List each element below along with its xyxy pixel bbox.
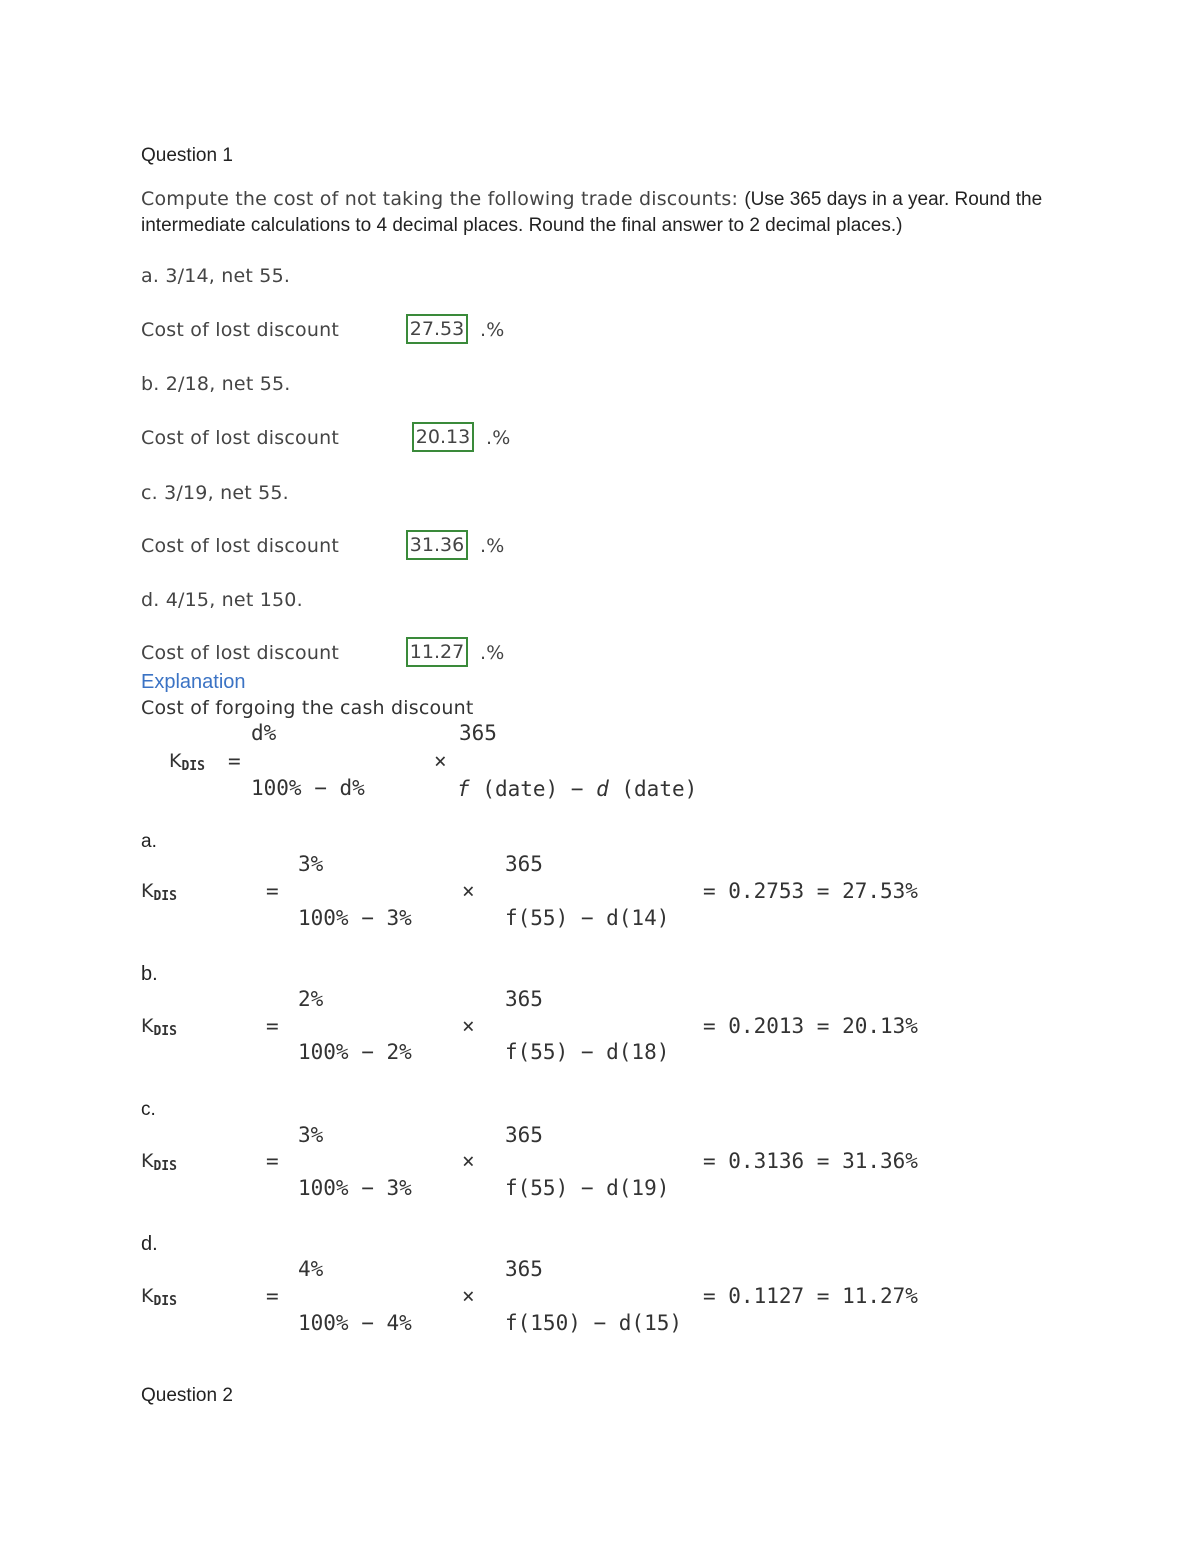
explanation-subtitle: Cost of forgoing the cash discount [141, 697, 474, 719]
part-b-k-dis: $K_{DIS}$ [141, 1015, 177, 1039]
part-c-numerator-2: 365 [505, 1123, 543, 1147]
item-c-label: Cost of lost discount [141, 535, 339, 557]
item-b-unit: .% [486, 427, 511, 449]
part-d-equals: = [266, 1284, 279, 1308]
item-a-answer-field[interactable]: 27.53 [406, 314, 468, 344]
general-equals: = [228, 749, 241, 773]
part-a-label: a. [141, 831, 157, 852]
part-a-denominator-2: f(55) − d(14) [505, 906, 670, 930]
prompt-instructions-cont: intermediate calculations to 4 decimal places. Round the final answer to 2 decimal places.) [141, 215, 903, 236]
item-c-heading: c. 3/19, net 55. [141, 482, 289, 504]
part-b-times: × [462, 1014, 475, 1038]
part-b-label: b. [141, 963, 158, 985]
item-b-label: Cost of lost discount [141, 427, 339, 449]
part-a-denominator-1: 100% − 3% [298, 906, 412, 930]
part-a-numerator-2: 365 [505, 852, 543, 876]
general-numerator-2: 365 [459, 721, 497, 745]
part-c-times: × [462, 1149, 475, 1173]
part-a-equals: = [266, 879, 279, 903]
part-c-k-dis: $K_{DIS}$ [141, 1150, 177, 1174]
part-b-denominator-2: f(55) − d(18) [505, 1040, 670, 1064]
question-2-title: Question 2 [141, 1385, 233, 1406]
explanation-title: Explanation [141, 671, 246, 693]
general-k-dis: $K_{DIS}$ [169, 750, 205, 774]
part-d-times: × [462, 1284, 475, 1308]
part-b-result: = 0.2013 = 20.13% [703, 1014, 918, 1038]
part-b-numerator-1: 2% [298, 987, 324, 1011]
part-c-equals: = [266, 1149, 279, 1173]
part-a-k-dis: $K_{DIS}$ [141, 880, 177, 904]
part-b-denominator-1: 100% − 2% [298, 1040, 412, 1064]
part-d-k-dis: $K_{DIS}$ [141, 1285, 177, 1309]
part-a-result: = 0.2753 = 27.53% [703, 879, 918, 903]
item-a-unit: .% [480, 319, 505, 341]
part-d-result: = 0.1127 = 11.27% [703, 1284, 918, 1308]
part-c-label: c. [141, 1099, 156, 1120]
prompt-main: Compute the cost of not taking the following trade discounts: [141, 188, 745, 210]
item-a-label: Cost of lost discount [141, 319, 339, 341]
part-d-numerator-2: 365 [505, 1257, 543, 1281]
general-denominator-1: 100% − d% [251, 776, 365, 800]
part-b-numerator-2: 365 [505, 987, 543, 1011]
part-a-times: × [462, 879, 475, 903]
item-d-heading: d. 4/15, net 150. [141, 589, 303, 611]
part-b-equals: = [266, 1014, 279, 1038]
part-d-denominator-1: 100% − 4% [298, 1311, 412, 1335]
part-d-label: d. [141, 1233, 158, 1255]
general-numerator-1: d% [251, 721, 277, 745]
item-a-heading: a. 3/14, net 55. [141, 265, 291, 287]
item-d-unit: .% [480, 642, 505, 664]
part-d-denominator-2: f(150) − d(15) [505, 1311, 683, 1335]
question-prompt [141, 188, 1042, 211]
part-d-numerator-1: 4% [298, 1257, 324, 1281]
item-b-heading: b. 2/18, net 55. [141, 373, 291, 395]
part-a-numerator-1: 3% [298, 852, 324, 876]
part-c-numerator-1: 3% [298, 1123, 324, 1147]
part-c-denominator-2: f(55) − d(19) [505, 1176, 670, 1200]
question-1-title: Question 1 [141, 145, 233, 166]
item-b-answer-field[interactable]: 20.13 [412, 422, 474, 452]
item-c-answer-field[interactable]: 31.36 [406, 530, 468, 560]
part-c-result: = 0.3136 = 31.36% [703, 1149, 918, 1173]
general-denominator-2: f (date) − d (date) [457, 777, 698, 801]
item-d-label: Cost of lost discount [141, 642, 339, 664]
prompt-instructions: (Use 365 days in a year. Round the [744, 189, 1043, 210]
item-d-answer-field[interactable]: 11.27 [406, 637, 468, 667]
general-times: × [434, 749, 447, 773]
part-c-denominator-1: 100% − 3% [298, 1176, 412, 1200]
item-c-unit: .% [480, 535, 505, 557]
